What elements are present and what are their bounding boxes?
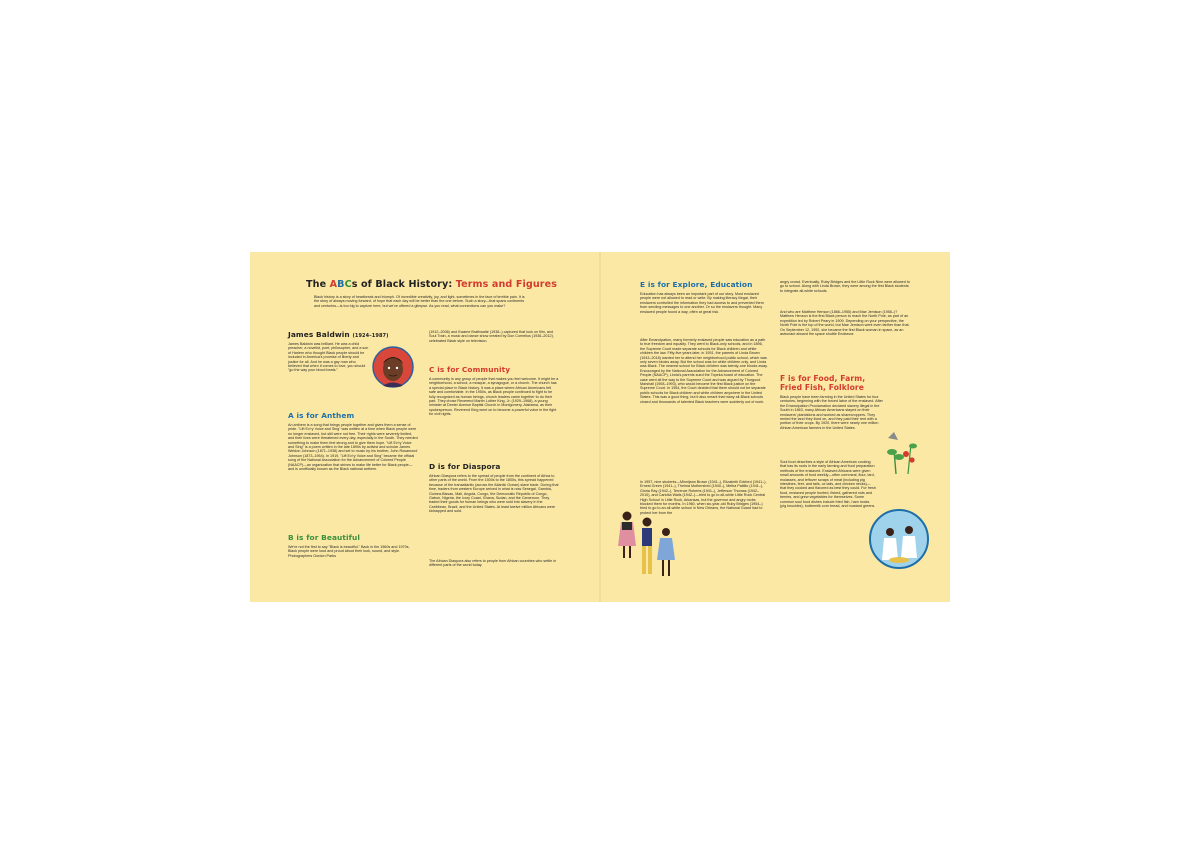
title-letter-a: A	[329, 279, 338, 290]
explore-heading: E is for Explore, Education	[640, 280, 753, 289]
diaspora-heading: D is for Diaspora	[429, 462, 501, 471]
book-spread	[250, 252, 950, 602]
community-heading: C is for Community	[429, 365, 511, 374]
food-heading-line1: F is for Food, Farm,	[780, 374, 866, 383]
explore-p1: Education has always been an important part of our story. Most enslaved people were not allowed to read or write. By making literacy illegal, their enslavers controlled the information they had access to and prevented them from sending messages to one another. Or so the enslavers thought. Many enslaved people found a way, often at great risk.	[640, 292, 764, 314]
portrait-illustration	[372, 346, 414, 388]
title-suffix: s of Black History:	[351, 279, 456, 290]
baldwin-body: James Baldwin was brilliant. He was a child preacher, a novelist, poet, philosopher, and a son of Harlem who thought Black people should be included in America's promise of liberty and justice for all. And he was a gay man who believed that when it comes to love, you should "go the way your blood beats."	[288, 342, 369, 373]
diaspora-body-1: African Diaspora refers to the spread of people from the continent of Africa to other parts of the world. From the 1500s to the 1800s, this spread happened because of the transatlantic (across the Atlantic Ocean) slave trade. During that time, traders from western Europe arrived in what is now Senegal, Gambia, Guinea-Bissau, Mali, Angola, Congo, the Democratic Republic of Congo, Gabon, Nigeria, the Ivory Coast, Ghana, Sudan, and the Cameroon. They traded their goods for human beings who were sold into slavery in the Caribbean, Brazil, and the United States. At least twelve million Africans were kidnapped and sold.	[429, 474, 559, 514]
food-heading	[780, 374, 865, 392]
beautiful-heading: B is for Beautiful	[288, 533, 360, 542]
food-heading-line2: Fried Fish, Folklore	[780, 383, 864, 392]
diaspora-body-2: The African Diaspora also refers to people from African countries who settle in different parts of the world today.	[429, 559, 557, 568]
food-p1: Black people have been farming in the United States for four centuries, beginning with the forced labor of the enslaved. After the Emancipation Proclamation declared slavery illegal in the South in 1863, many African Americans stayed on their enslavers' plantations and worked as sharecroppers. They rented the land they lived on, and they paid their rent with a portion of their crops. By 1920, there were nearly one million African American farmers in the United States.	[780, 395, 883, 430]
title-highlight: Terms and Figures	[455, 279, 558, 290]
title-prefix: The	[306, 279, 330, 290]
explore-p3: In 1957, nine students—Minnijean Brown (1941–), Elizabeth Eckford (1941–), Ernest Green (1941–), Thelma Mothershed (1940–), Melba Pattillo (1941–), Gloria Ray (1942–), Terrence Roberts (1941–), Jefferson Thomas (1942–2010), and Carlotta Walls (1942–)—tried to go to all-white Little Rock Central High School in Little Rock, Arkansas, but the governor and angry mobs blocked them for months. In 1960, when six-year-old Ruby Bridges (1954–) tried to go to an all-white school in New Orleans, the National Guard had to protect her from the	[640, 480, 767, 515]
beautiful-body: We're not the first to say "Black is beautiful." Back in the 1960s and 1970s, Black people were loud and proud about their look, sound, and style. Photographers Gordon Parks	[288, 545, 410, 558]
farm-plants-illustration	[886, 430, 920, 476]
intro-text: Black history is a story of heartbreak and triumph. Of incredible creativity, joy, and light, sometimes in the face of terrible pain. It is the story of always moving forward, of hope that each day will be better than the one before. Such a story—that spans continents and centuries—is too big to capture here, but we've offered a glimpse. As you read, what connections can you make?	[314, 295, 525, 308]
explore-p2: After Emancipation, many formerly enslaved people saw education as a path to true freedom and equality. They went to Black-only schools, and in 1896, the Supreme Court made separate schools for Black children and white children the law. Fifty-five years later, in 1951, the parents of Linda Brown (1943–2018) wanted her to attend her neighborhood public school, which was only seven blocks away. But the school was for white children only, and Linda was Black. The nearest school for Black children was twenty-one blocks away. Encouraged by the National Association for the Advancement of Colored People (NAACP), Linda's parents sued the Topeka board of education. The case went all the way to the Supreme Court and was argued by Thurgood Marshall (1908–1993), who would become the first Black justice on the Supreme Court. In 1954, the Court decided that there should not be separate public schools for Black children and white children anywhere in the United States. This was a good thing, but it also meant that many all-Black schools closed and thousands of talented Black teachers were suddenly out of work.	[640, 338, 768, 404]
title-letter-b: B	[337, 279, 345, 290]
col4-henson-text: And who are Matthew Henson (1866–1955) and Mae Jemison (1956–)? Matthew Henson is the first Black person to reach the North Pole, as part of an expedition led by Robert Peary in 1909. Depending on your perspective, the North Pole is the top of the world, but Mae Jemison went even farther than that. On September 12, 1992, she became the first Black woman in space, as an astronaut aboard the space shuttle Endeavor.	[780, 310, 910, 337]
col2-top-text: (1912–2006) and Kwame Brathwaite (1938–) captured that look on film, and Soul Train, a music and dance show created by Don Cornelius (1936–2012), celebrated Black style on television.	[429, 330, 554, 343]
baldwin-heading	[288, 330, 389, 339]
page-title	[306, 279, 557, 290]
students-illustration	[614, 508, 684, 588]
anthem-body: An anthem is a song that brings people together and gives them a sense of pride. "Lift Ev'ry Voice and Sing" was written at a time when Black people were no longer enslaved, but still were not free. Their rights were severely limited, and their lives were threatened every day, especially in the South. They needed something to make them feel strong and to give them hope. "Lift Ev'ry Voice and Sing" is a poem written in the late 1890s by activist and scholar James Weldon Johnson (1871–1938) and set to music by his brother, John Rosamond Johnson (1873–1954). In 1919, "Lift Ev'ry Voice and Sing" became the official song of the National Association for the Advancement of Colored People (NAACP)—an organization that strives to make life better for Black people—and is unofficially known as the Black national anthem.	[288, 423, 418, 472]
cooking-circle-illustration	[868, 508, 930, 570]
left-page	[250, 252, 600, 602]
title-letter-c: C	[344, 279, 352, 290]
baldwin-name: James Baldwin	[288, 330, 350, 339]
food-p2: Soul food describes a style of African American cooking that has its roots in the early farming and food preparation methods of the enslaved. Enslaved Africans were given small amounts of food weekly—often cornmeal, flour, lard, molasses, and leftover scraps of meat (including pig intestines, feet, and tails, ox tails, and chicken necks)—that they cooked and flavored as best they could. For fresh food, enslaved people hunted, fished, gathered nuts and berries, and grew vegetables for themselves. Some common soul food dishes include fried fish, ham hocks (pig knuckles), buttermilk corn bread, and mustard greens.	[780, 460, 876, 509]
baldwin-dates: (1924–1987)	[352, 333, 389, 339]
community-body: A community is any group of people that makes you feel welcome. It might be a neighborhood, a school, a mosque, a synagogue, or a church. The church has a special place in Black history. It was a place where African Americans felt safe and comfortable. In the 1950s, as Black people continued to fight to be fully recognized as human beings, church leaders came together to do their part. They chose Reverend Martin Luther King, Jr. (1929–1968), a young minister at Dexter Avenue Baptist Church in Montgomery, Alabama, as their spokesperson. Reverend King went on to become a powerful voice in the fight for civil rights.	[429, 377, 559, 417]
right-page	[600, 252, 950, 602]
col4-top-text: angry crowd. Eventually, Ruby Bridges and the Little Rock Nine were allowed to go to school. Along with Linda Brown, they were among the first Black students to integrate all-white schools.	[780, 280, 910, 293]
anthem-heading: A is for Anthem	[288, 411, 355, 420]
